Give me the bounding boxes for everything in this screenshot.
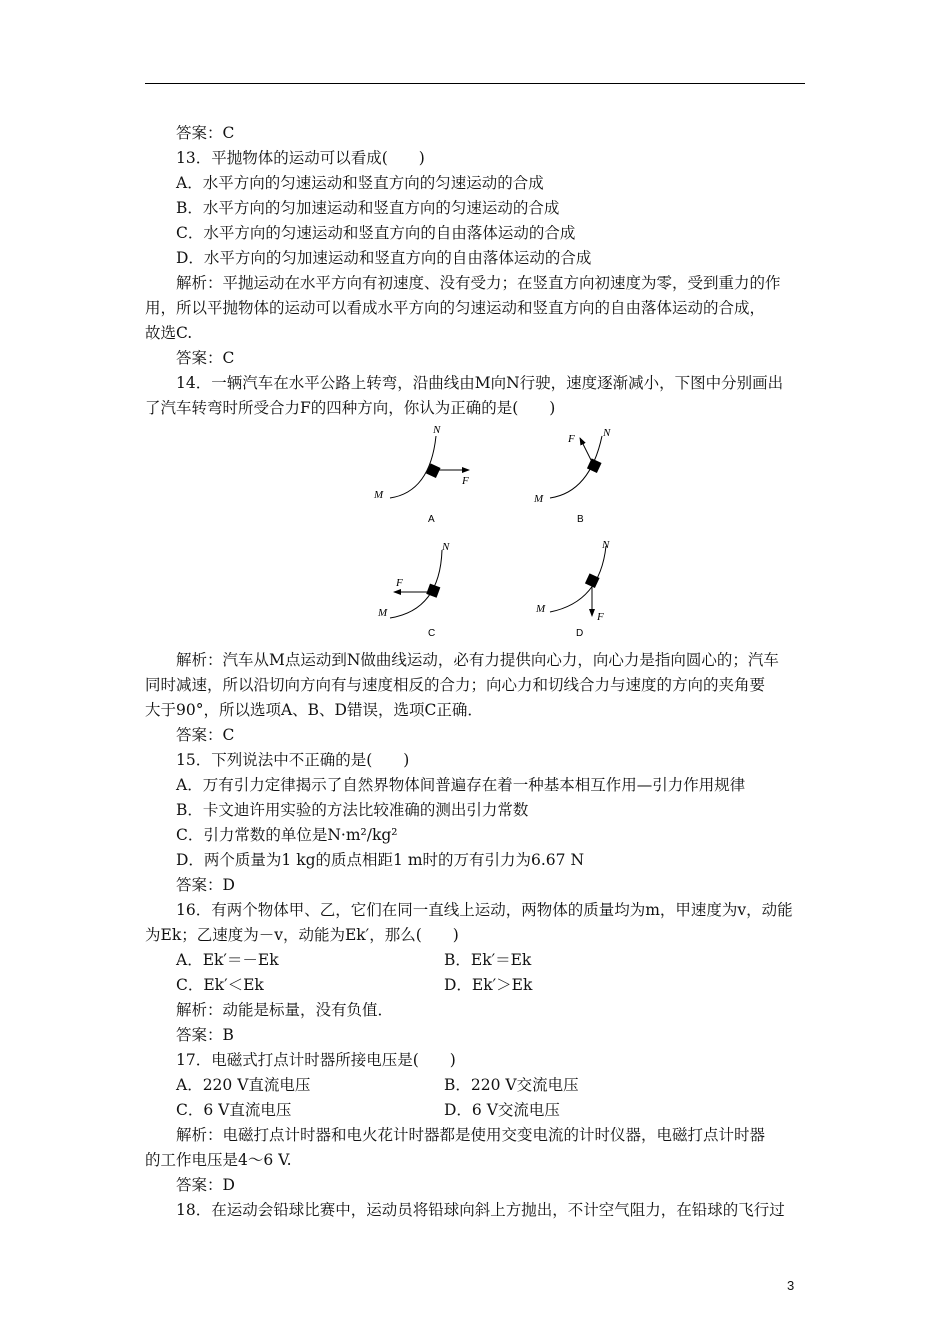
q13-analysis: 故选C. [145, 324, 193, 342]
q13-option-b: B．水平方向的匀加速运动和竖直方向的匀速运动的合成 [176, 199, 560, 217]
car-block [426, 584, 440, 598]
q15-option-d: D．两个质量为1 kg的质点相距1 m时的万有引力为6.67 N [176, 851, 585, 869]
question-13: 13．平抛物体的运动可以看成( ) [176, 149, 425, 167]
label-n: N [602, 540, 610, 551]
label-f: F [462, 475, 469, 487]
q16-option-c: C．Ek′＜Ek [176, 976, 264, 994]
answer-14: 答案：C [176, 726, 235, 744]
force-arrow [580, 438, 591, 460]
q16-option-a: A．Ek′＝－Ek [176, 951, 279, 969]
q15-option-a: A．万有引力定律揭示了自然界物体间普遍存在着一种基本相互作用—引力作用规律 [176, 776, 746, 794]
answer-15: 答案：D [176, 876, 235, 894]
car-block [585, 573, 600, 588]
q16-analysis: 解析：动能是标量，没有负值． [176, 1001, 394, 1019]
q13-analysis: 用，所以平抛物体的运动可以看成水平方向的匀速运动和竖直方向的自由落体运动的合成， [145, 299, 766, 317]
q17-option-d: D．6 V交流电压 [444, 1101, 560, 1119]
q17-option-b: B．220 V交流电压 [444, 1076, 579, 1094]
label-n: N [603, 427, 611, 439]
question-15: 15．下列说法中不正确的是( ) [176, 751, 410, 769]
q15-option-c: C．引力常数的单位是N·m²/kg² [176, 826, 398, 844]
caption-c: C [428, 628, 436, 639]
figure-option-a [370, 424, 480, 528]
label-f: F [568, 433, 575, 445]
q17-analysis: 的工作电压是4～6 V. [145, 1151, 292, 1169]
q17-option-c: C．6 V直流电压 [176, 1101, 292, 1119]
question-17: 17．电磁式打点计时器所接电压是( ) [176, 1051, 456, 1069]
figure-option-c [370, 540, 480, 644]
q13-option-c: C．水平方向的匀速运动和竖直方向的自由落体运动的合成 [176, 224, 576, 242]
label-n: N [433, 424, 441, 436]
car-block [426, 463, 441, 478]
q16-option-b: B．Ek′＝Ek [444, 951, 532, 969]
q17-analysis: 解析：电磁打点计时器和电火花计时器都是使用交变电流的计时仪器，电磁打点计时器 [176, 1126, 766, 1144]
q14-analysis: 大于90°，所以选项A、B、D错误，选项C正确． [145, 701, 483, 719]
question-16: 16．有两个物体甲、乙，它们在同一直线上运动，两物体的质量均为m，甲速度为v，动能 [176, 901, 793, 919]
figure-option-d [530, 540, 640, 644]
label-m: M [378, 607, 388, 619]
label-n: N [442, 541, 450, 553]
q13-analysis: 解析：平抛运动在水平方向有初速度、没有受力；在竖直方向初速度为零，受到重力的作 [176, 274, 781, 292]
caption-d: D [576, 628, 584, 639]
page-number: 3 [787, 1278, 795, 1293]
q14-analysis: 解析：汽车从M点运动到N做曲线运动，必有力提供向心力，向心力是指向圆心的；汽车 [176, 651, 779, 669]
question-14: 14．一辆汽车在水平公路上转弯，沿曲线由M向N行驶，速度逐渐减小，下图中分别画出 [176, 374, 784, 392]
question-18: 18．在运动会铅球比赛中，运动员将铅球向斜上方抛出，不计空气阻力，在铅球的飞行过 [176, 1201, 785, 1219]
answer-16: 答案：B [176, 1026, 234, 1044]
label-f: F [597, 611, 604, 623]
question-14: 了汽车转弯时所受合力F的四种方向，你认为正确的是( ) [145, 399, 556, 417]
q13-option-d: D．水平方向的匀加速运动和竖直方向的自由落体运动的合成 [176, 249, 592, 267]
label-m: M [374, 489, 384, 501]
header-rule [145, 83, 805, 84]
label-m: M [534, 493, 544, 505]
caption-a: A [428, 514, 435, 525]
q16-option-d: D．Ek′＞Ek [444, 976, 533, 994]
q13-option-a: A．水平方向的匀速运动和竖直方向的匀速运动的合成 [176, 174, 544, 192]
q14-analysis: 同时减速，所以沿切向方向有与速度相反的合力；向心力和切线合力与速度的方向的夹角要 [145, 676, 766, 694]
q17-option-a: A．220 V直流电压 [176, 1076, 311, 1094]
label-f: F [396, 577, 403, 589]
answer-17: 答案：D [176, 1176, 235, 1194]
q15-option-b: B．卡文迪许用实验的方法比较准确的测出引力常数 [176, 801, 529, 819]
figure-option-b [530, 424, 640, 528]
answer-12: 答案：C [176, 124, 235, 142]
caption-b: B [577, 514, 584, 525]
question-16: 为Ek；乙速度为－v，动能为Ek′，那么( ) [145, 926, 459, 944]
label-m: M [536, 603, 546, 615]
answer-13: 答案：C [176, 349, 235, 367]
